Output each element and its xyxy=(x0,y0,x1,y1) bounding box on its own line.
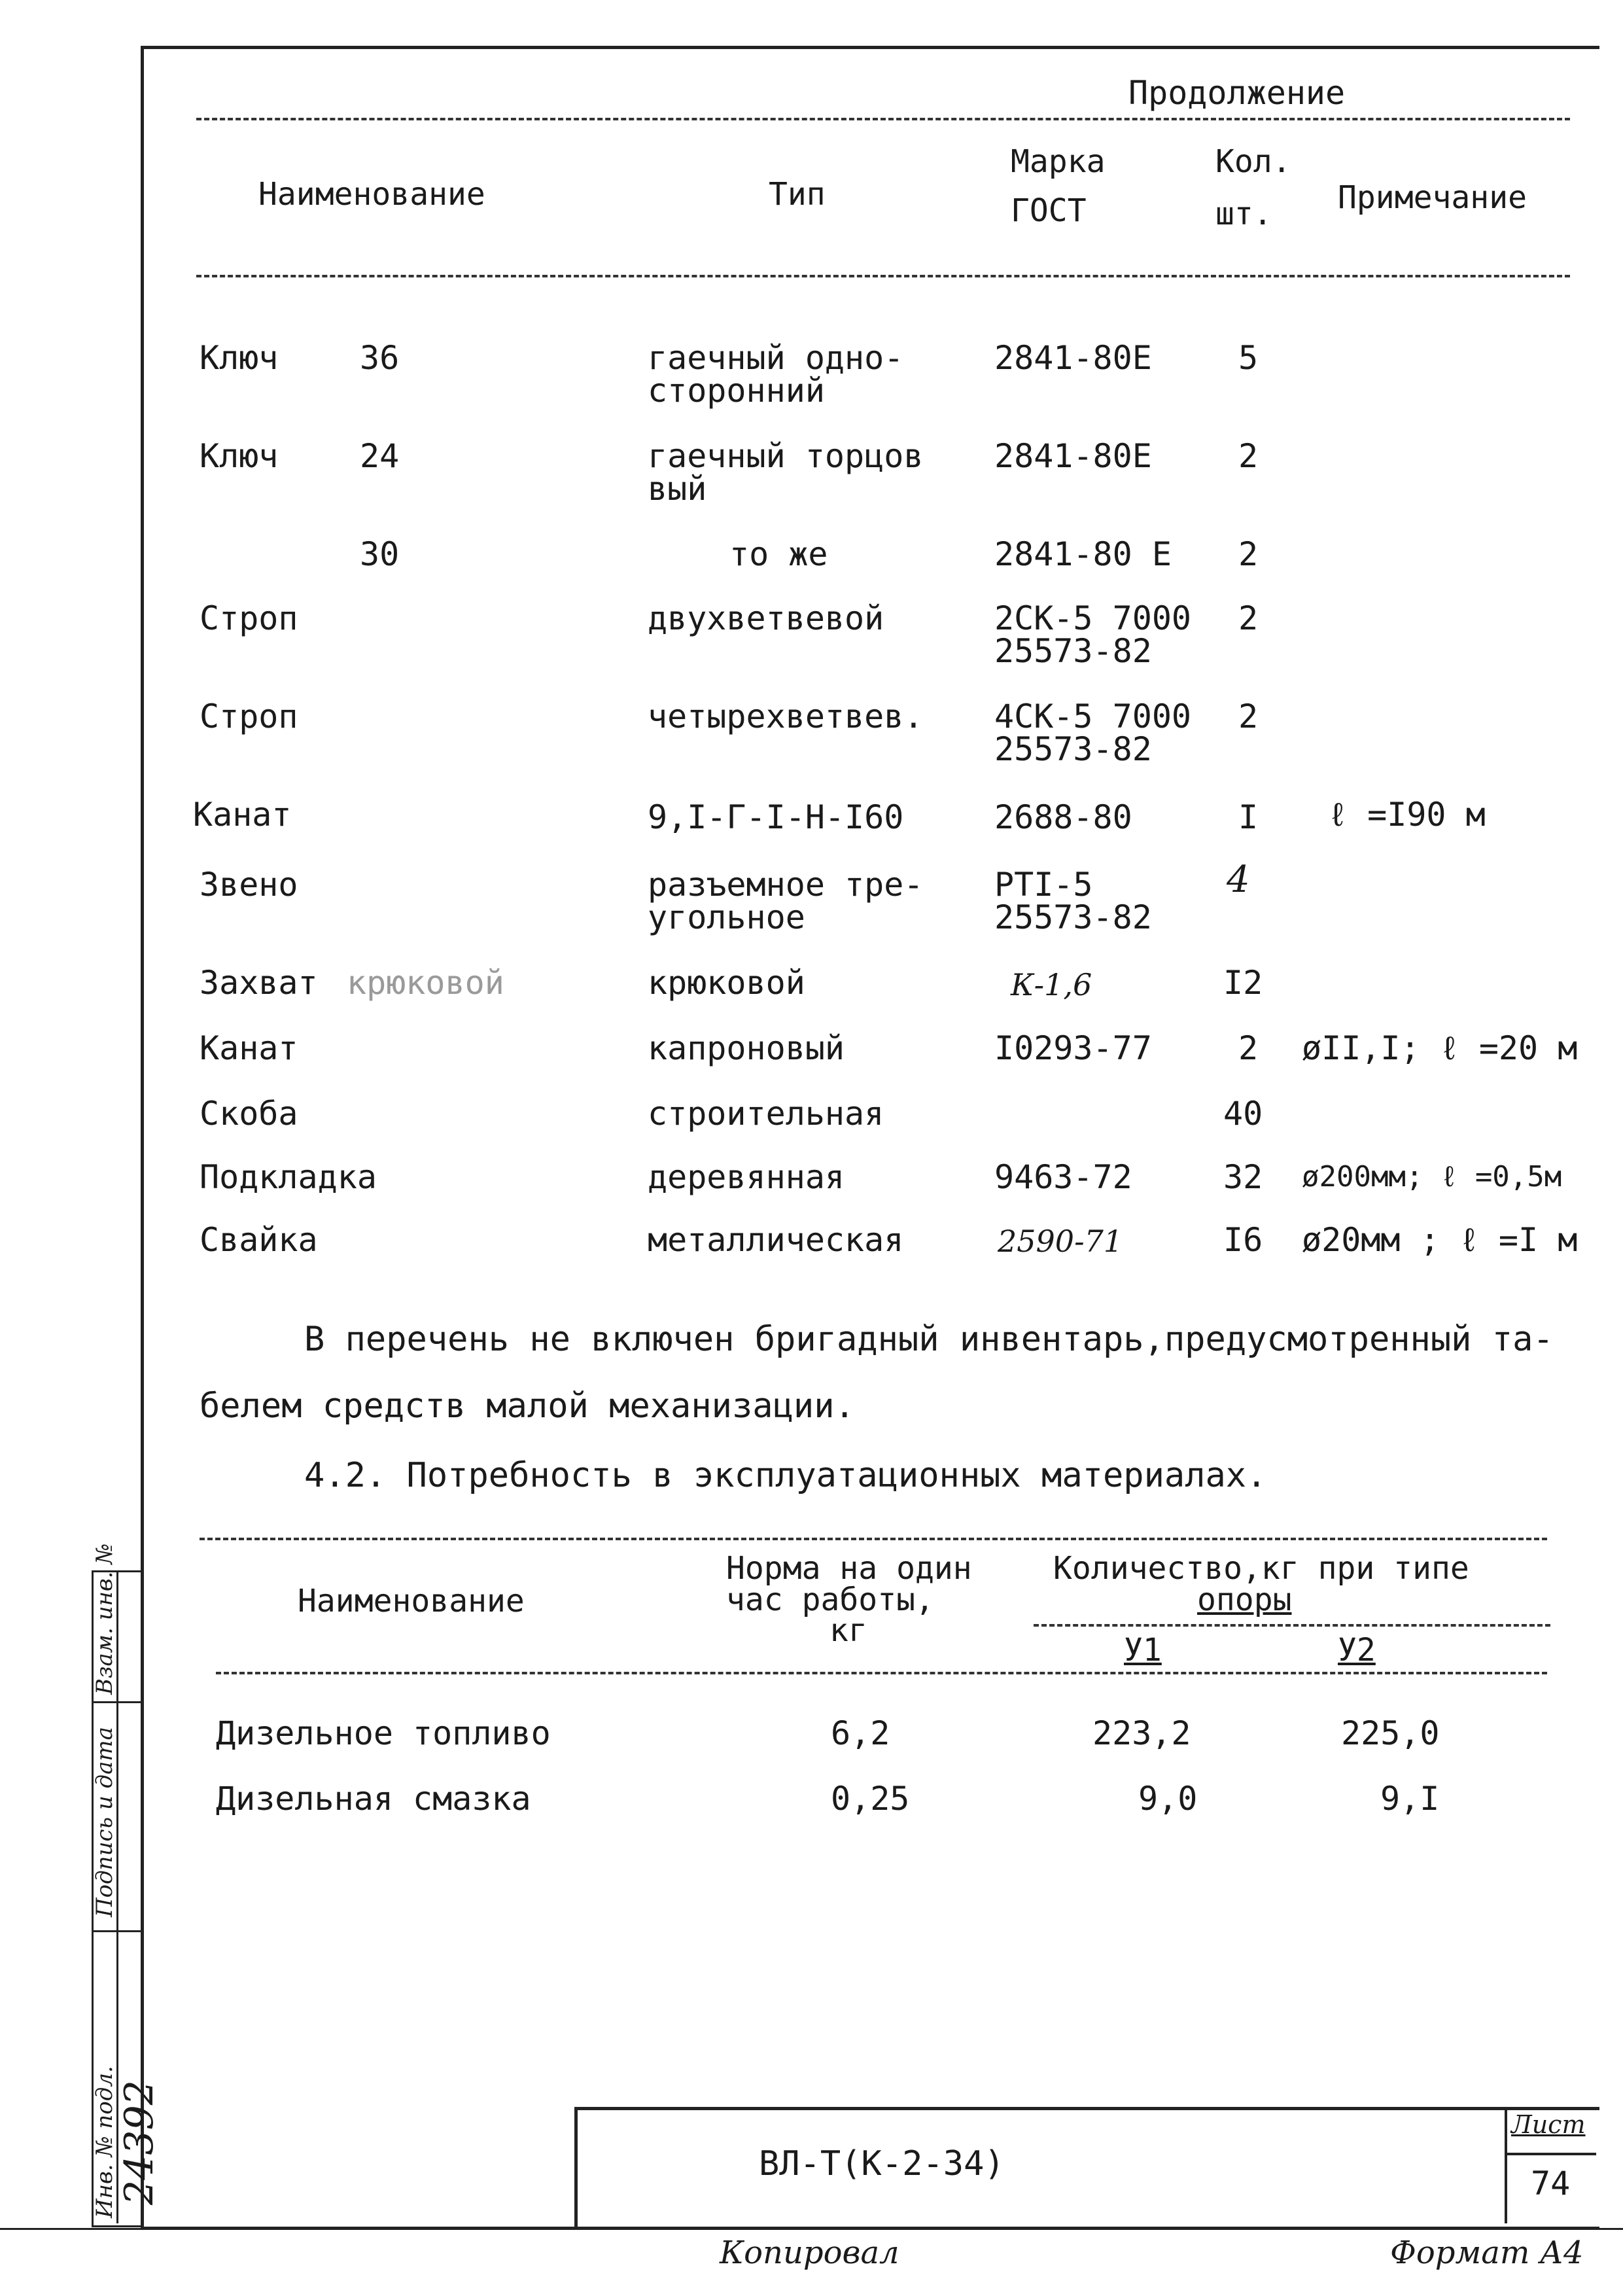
table2-top-rule xyxy=(200,1538,1547,1540)
col-qty-header-l2: шт. xyxy=(1215,196,1272,232)
row-mark: 2841-80Е xyxy=(994,339,1152,377)
row-mark: РТI-5 xyxy=(994,866,1093,904)
table2-header-rule xyxy=(216,1672,1547,1674)
row-type: металлическая xyxy=(648,1221,904,1259)
row-name: Строп xyxy=(200,599,298,637)
row-type: разъемное тре- xyxy=(648,866,924,904)
t2-col-qty-header-l1: Количество,кг при типе xyxy=(1053,1550,1469,1587)
row-name: Канат xyxy=(193,796,292,834)
row-mark: I0293-77 xyxy=(994,1029,1152,1067)
row-qty: 40 xyxy=(1223,1095,1263,1133)
row-type: гаечный одно- xyxy=(648,339,904,377)
side-sign-label: Подпись и дата xyxy=(92,1727,118,1917)
row-name-overtype: крюковой xyxy=(347,964,504,1002)
row-name: Ключ xyxy=(200,437,279,475)
t2-row-v1: 9,0 xyxy=(1138,1780,1198,1818)
t2-col-norm-header-l3: кг xyxy=(829,1612,867,1649)
t2-row-v2: 225,0 xyxy=(1341,1714,1440,1752)
t2-qty-subrule xyxy=(1034,1624,1550,1627)
paragraph-line-2: белем средств малой механизации. xyxy=(200,1386,855,1426)
footer-format: Формат А4 xyxy=(1390,2234,1584,2271)
row-mark: 2590-71 xyxy=(998,1224,1123,1259)
row-type: деревянная xyxy=(648,1158,845,1196)
row-mark: К-1,6 xyxy=(1011,967,1092,1002)
paragraph-line-1: В перечень не включен бригадный инвентарь,предусмотренный та- xyxy=(304,1320,1554,1359)
col-type-header: Тип xyxy=(769,176,826,213)
row-qty: 32 xyxy=(1223,1158,1263,1196)
footer-copied: Копировал xyxy=(720,2234,899,2271)
sheet-cell-divider xyxy=(1505,2153,1596,2155)
row-size: 36 xyxy=(360,339,400,377)
header-top-rule xyxy=(196,118,1570,120)
row-name: Звено xyxy=(200,866,298,904)
row-name: Ключ xyxy=(200,339,279,377)
row-note: ø200мм; ℓ =0,5м xyxy=(1302,1160,1562,1193)
row-qty: 2 xyxy=(1238,599,1259,637)
row-qty: I6 xyxy=(1223,1221,1263,1259)
row-type: строительная xyxy=(648,1095,884,1133)
row-name: Свайка xyxy=(200,1221,318,1259)
row-mark: 9463-72 xyxy=(994,1158,1132,1196)
t2-col-name-header: Наименование xyxy=(298,1583,525,1619)
row-type: гаечный торцов xyxy=(648,437,924,475)
row-qty: 2 xyxy=(1238,698,1259,735)
row-name: Канат xyxy=(200,1029,298,1067)
section-heading: 4.2. Потребность в эксплуатационных материалах. xyxy=(304,1456,1267,1495)
row-qty: I xyxy=(1238,798,1259,836)
row-mark: 2688-80 xyxy=(994,798,1132,836)
row-mark: 4СК-5 7000 xyxy=(994,698,1192,735)
t2-col-qty-header-l2: опоры xyxy=(1197,1581,1292,1618)
t2-sub-2: У2 xyxy=(1338,1632,1376,1669)
row-mark-cont: 25573-82 xyxy=(994,632,1152,670)
row-mark-cont: 25573-82 xyxy=(994,730,1152,768)
t2-row-name: Дизельное топливо xyxy=(216,1714,551,1752)
sheet-number: 74 xyxy=(1531,2164,1571,2202)
side-inv-label: Инв. № подл. xyxy=(92,2066,118,2218)
t2-row-name: Дизельная смазка xyxy=(216,1780,531,1818)
row-name: Скоба xyxy=(200,1095,298,1133)
t2-col-norm-header-l2: час работы, xyxy=(726,1581,934,1618)
row-type: крюковой xyxy=(648,964,805,1002)
row-type: двухветвевой xyxy=(648,599,884,637)
row-mark: 2841-80 Е xyxy=(994,535,1172,573)
row-note: ℓ =I90 м xyxy=(1328,796,1486,834)
title-block xyxy=(574,2107,1599,2227)
row-mark: 2841-80Е xyxy=(994,437,1152,475)
row-type: капроновый xyxy=(648,1029,845,1067)
t2-col-norm-header-l1: Норма на один xyxy=(726,1550,972,1587)
document-code: ВЛ-Т(К-2-34) xyxy=(759,2144,1005,2183)
row-qty: 2 xyxy=(1238,535,1259,573)
col-name-header: Наименование xyxy=(258,176,485,213)
row-qty: I2 xyxy=(1223,964,1263,1002)
row-qty: 2 xyxy=(1238,437,1259,475)
page-bottom-line xyxy=(0,2228,1623,2230)
header-bottom-rule xyxy=(196,275,1570,277)
col-note-header: Примечание xyxy=(1338,179,1527,216)
row-type-cont: вый xyxy=(648,470,707,508)
row-type-cont: сторонний xyxy=(648,372,825,410)
row-size: 24 xyxy=(360,437,400,475)
row-note: øII,I; ℓ =20 м xyxy=(1302,1029,1578,1067)
row-type: 9,I-Г-I-Н-I60 xyxy=(648,798,904,836)
row-qty: 5 xyxy=(1238,339,1259,377)
row-qty: 4 xyxy=(1227,858,1250,901)
t2-row-norm: 0,25 xyxy=(831,1780,910,1818)
t2-row-v1: 223,2 xyxy=(1092,1714,1191,1752)
row-type-cont: угольное xyxy=(648,898,805,936)
col-qty-header-l1: Кол. xyxy=(1215,143,1291,180)
row-name: Строп xyxy=(200,698,298,735)
t2-row-norm: 6,2 xyxy=(831,1714,890,1752)
t2-row-v2: 9,I xyxy=(1380,1780,1440,1818)
t2-sub-1: У1 xyxy=(1124,1632,1162,1669)
sheet-label: Лист xyxy=(1511,2110,1586,2139)
row-type: то же xyxy=(729,535,828,573)
row-mark: 2СК-5 7000 xyxy=(994,599,1192,637)
row-type: четырехветвев. xyxy=(648,698,924,735)
col-mark-header-l2: ГОСТ xyxy=(1011,192,1087,229)
side-vzam-label: Взам. инв. № xyxy=(92,1543,118,1695)
col-mark-header-l1: Марка xyxy=(1011,143,1106,180)
row-name: Подкладка xyxy=(200,1158,377,1196)
row-qty: 2 xyxy=(1238,1029,1259,1067)
row-name: Захват xyxy=(200,964,318,1002)
row-mark-cont: 25573-82 xyxy=(994,898,1152,936)
continuation-label: Продолжение xyxy=(1128,74,1346,112)
row-size: 30 xyxy=(360,535,400,573)
row-note: ø20мм ; ℓ =I м xyxy=(1302,1221,1578,1259)
side-inv-number: 24392 xyxy=(116,2080,162,2205)
